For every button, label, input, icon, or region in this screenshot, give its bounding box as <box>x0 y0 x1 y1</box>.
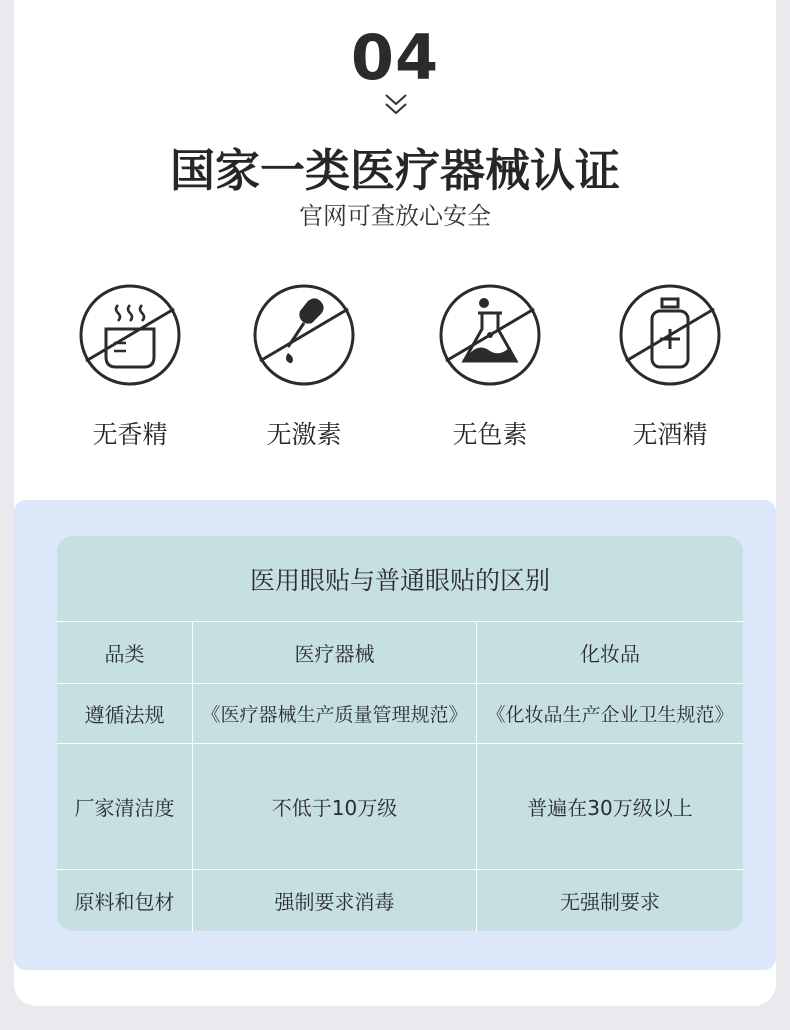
no-alcohol-icon <box>618 283 722 387</box>
table-cell: 不低于10万级 <box>271 796 398 820</box>
step-number: 04 <box>350 21 440 94</box>
chevron-down-icon <box>383 92 409 118</box>
feature-no-pigment <box>400 283 580 455</box>
feature-label: 无酒精 <box>632 420 708 449</box>
table-row-header: 原料和包材 <box>74 890 175 914</box>
no-pigment-icon <box>438 283 542 387</box>
table-row-header: 厂家清洁度 <box>74 796 175 820</box>
feature-label: 无色素 <box>452 420 528 449</box>
table-row-header: 品类 <box>104 642 145 666</box>
table-cell: 无强制要求 <box>560 890 660 914</box>
table-cell: 化妆品 <box>580 642 640 666</box>
table-cell: 医疗器械 <box>294 642 375 666</box>
no-hormone-icon <box>252 283 356 387</box>
table-row-header: 遵循法规 <box>84 703 165 727</box>
table-cell: 《医疗器械生产质量管理规范》 <box>201 704 468 726</box>
table-title: 医用眼贴与普通眼贴的区别 <box>249 565 550 595</box>
feature-no-alcohol <box>580 283 760 455</box>
table-cell: 《化妆品生产企业卫生规范》 <box>486 704 734 726</box>
table-cell: 普遍在30万级以上 <box>527 796 693 820</box>
table-cell: 强制要求消毒 <box>274 890 395 914</box>
feature-no-fragrance <box>40 283 220 455</box>
comparison-table <box>57 536 743 931</box>
no-fragrance-icon <box>78 283 182 387</box>
feature-no-hormone <box>214 283 394 455</box>
feature-label: 无香精 <box>92 420 168 449</box>
feature-label: 无激素 <box>266 420 342 449</box>
section-subtitle: 官网可查放心安全 <box>299 202 491 230</box>
section-title: 国家一类医疗器械认证 <box>169 144 620 197</box>
